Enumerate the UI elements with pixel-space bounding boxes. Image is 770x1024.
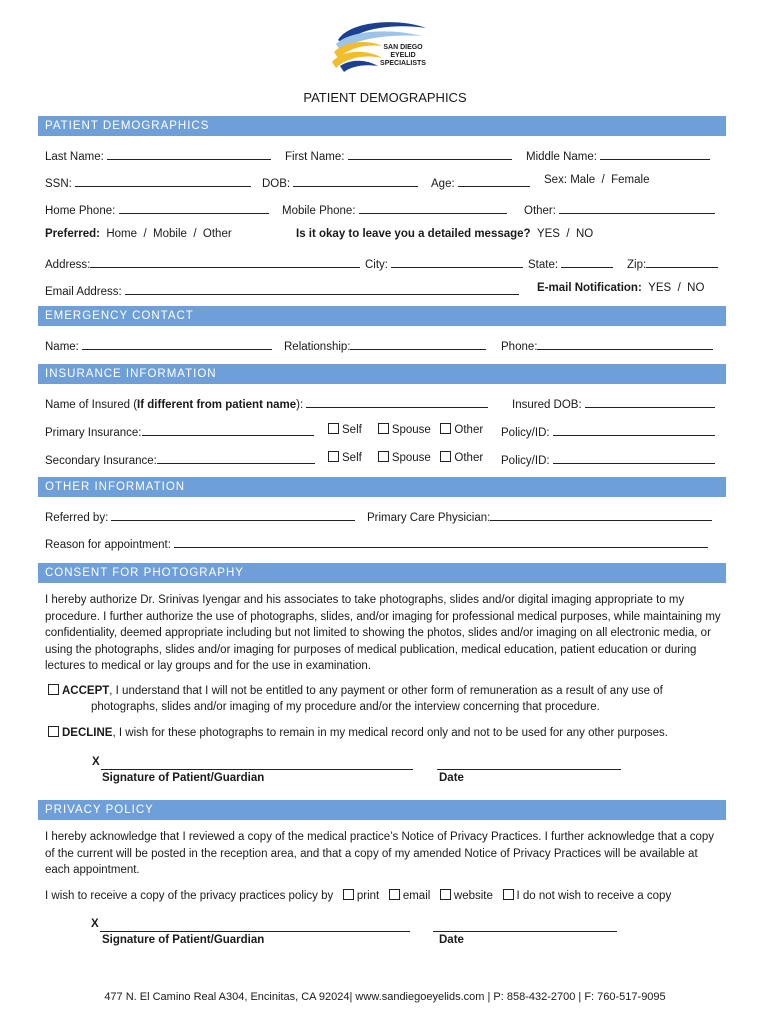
consent-decline-text: , I wish for these photographs to remain in my medical record only and not to be used for any other purposes. [112, 727, 668, 739]
section-header-insurance: INSURANCE INFORMATION [38, 364, 726, 384]
emergency-name-field[interactable] [82, 337, 272, 350]
emergency-phone-field[interactable] [537, 337, 713, 350]
privacy-print-label: print [356, 890, 380, 902]
secondary-insurance-label: Secondary Insurance: [45, 455, 157, 467]
last-name-field[interactable] [107, 147, 271, 160]
preferred-separator: / [193, 228, 197, 240]
email-field[interactable] [125, 282, 519, 295]
ssn-row [45, 174, 251, 190]
footer-contact: 477 N. El Camino Real A304, Encinitas, CA 92024| www.sandiegoeyelids.com | P: 858-432-2700 | F: 760-517-9095 [104, 991, 666, 1003]
detailed-message-separator: / [566, 228, 570, 240]
primary-other-label: Other [454, 424, 484, 436]
insured-name-row [45, 395, 488, 411]
pcp-row [367, 508, 712, 524]
page-title: PATIENT DEMOGRAPHICS [303, 90, 467, 105]
primary-policy-field[interactable] [553, 423, 715, 436]
secondary-spouse-checkbox[interactable] [378, 451, 389, 462]
privacy-copy-label: I wish to receive a copy of the privacy practices policy by [45, 890, 334, 902]
home-phone-field[interactable] [119, 201, 269, 214]
city-field[interactable] [391, 255, 523, 268]
privacy-copy-row [45, 889, 671, 902]
emergency-relationship-field[interactable] [350, 337, 486, 350]
privacy-print-checkbox[interactable] [343, 889, 354, 900]
insured-name-label-end: ): [296, 399, 304, 411]
primary-other-checkbox[interactable] [440, 423, 451, 434]
insured-name-note: If different from patient name [137, 399, 297, 411]
privacy-date-label: Date [439, 934, 464, 946]
consent-date-field[interactable] [437, 768, 621, 770]
email-notification-label: E-mail Notification: [537, 282, 642, 294]
email-notification-row [537, 282, 704, 294]
privacy-date-field[interactable] [433, 930, 617, 932]
privacy-signature-x: X [91, 918, 99, 930]
zip-label: Zip: [627, 259, 647, 271]
other-phone-label: Other: [524, 205, 556, 217]
logo-line-2: EYELID [390, 52, 416, 59]
section-header-other: OTHER INFORMATION [38, 477, 726, 497]
section-header-consent: CONSENT FOR PHOTOGRAPHY [38, 563, 726, 583]
dob-label: DOB: [262, 178, 291, 190]
state-row [528, 255, 613, 271]
ssn-label: SSN: [45, 178, 72, 190]
consent-decline-row [48, 726, 668, 739]
address-label: Address: [45, 259, 91, 271]
emergency-name-label: Name: [45, 341, 79, 353]
privacy-signature-label: Signature of Patient/Guardian [102, 934, 265, 946]
email-row [45, 282, 519, 298]
section-header-privacy: PRIVACY POLICY [38, 800, 726, 820]
email-label: Email Address: [45, 286, 122, 298]
last-name-row [45, 147, 271, 163]
dob-row [262, 174, 418, 190]
secondary-policy-field[interactable] [553, 451, 715, 464]
email-notification-no-option[interactable]: NO [687, 282, 705, 294]
consent-accept-checkbox[interactable] [48, 684, 59, 695]
secondary-policy-label: Policy/ID: [501, 455, 550, 467]
insured-dob-row [512, 395, 715, 411]
privacy-website-label: website [453, 890, 493, 902]
privacy-paragraph: I hereby acknowledge that I reviewed a copy of the medical practice’s Notice of Privacy Practices. I further acknowledge that a copy of the current will be posted in the reception area, and that a copy of my amended Notice of Privacy Practices will be available at each appointment. [45, 831, 715, 876]
primary-policy-row [501, 423, 715, 439]
detailed-message-yes-option[interactable]: YES [536, 228, 560, 240]
first-name-row [285, 147, 512, 163]
secondary-other-label: Other [454, 452, 484, 464]
primary-insurance-label: Primary Insurance: [45, 427, 142, 439]
sex-separator: / [601, 174, 605, 186]
privacy-none-checkbox[interactable] [503, 889, 514, 900]
last-name-label: Last Name: [45, 151, 104, 163]
consent-accept-text-continued: photographs, slides and/or imaging of my procedure and/or the interview concerning that procedure. [91, 701, 600, 713]
section-header-emergency: EMERGENCY CONTACT [38, 306, 726, 326]
home-phone-row [45, 201, 269, 217]
insured-dob-label: Insured DOB: [512, 399, 582, 411]
reason-label: Reason for appointment: [45, 539, 171, 551]
consent-decline-label: DECLINE [62, 727, 113, 739]
logo-line-3: SPECIALISTS [380, 60, 426, 67]
logo-line-1: SAN DIEGO [383, 44, 423, 51]
referred-by-row [45, 508, 355, 524]
privacy-email-checkbox[interactable] [389, 889, 400, 900]
dob-field[interactable] [293, 174, 418, 187]
insured-name-field[interactable] [306, 395, 488, 408]
secondary-self-checkbox[interactable] [328, 451, 339, 462]
detailed-message-no-option[interactable]: NO [575, 228, 594, 240]
emergency-name-row [45, 337, 272, 353]
middle-name-row [526, 147, 710, 163]
preferred-mobile-option[interactable]: Mobile [153, 228, 187, 240]
privacy-signature-field[interactable] [100, 930, 410, 932]
secondary-policy-row [501, 451, 715, 467]
zip-field[interactable] [646, 255, 718, 268]
address-field[interactable] [90, 255, 360, 268]
email-notification-yes-option[interactable]: YES [648, 282, 672, 294]
preferred-label: Preferred: [45, 228, 100, 240]
other-phone-field[interactable] [559, 201, 715, 214]
middle-name-label: Middle Name: [526, 151, 597, 163]
consent-accept-label: ACCEPT [62, 685, 110, 697]
referred-by-field[interactable] [111, 508, 355, 521]
primary-spouse-checkbox[interactable] [378, 423, 389, 434]
age-label: Age: [431, 178, 455, 190]
preferred-separator: / [143, 228, 147, 240]
email-notification-separator: / [677, 282, 681, 294]
primary-policy-label: Policy/ID: [501, 427, 550, 439]
secondary-relationship-options [328, 451, 483, 464]
state-label: State: [528, 259, 559, 271]
privacy-website-checkbox[interactable] [440, 889, 451, 900]
consent-accept-text: , I understand that I will not be entitled to any payment or other form of remuneration as a result of any use of [109, 685, 663, 697]
other-phone-row [524, 201, 715, 217]
emergency-phone-row [501, 337, 713, 353]
age-row [431, 174, 530, 190]
mobile-phone-field[interactable] [359, 201, 507, 214]
preferred-other-option[interactable]: Other [202, 228, 232, 240]
ssn-field[interactable] [75, 174, 251, 187]
sex-male-option[interactable]: Male [570, 174, 596, 186]
detailed-message-row [296, 228, 593, 240]
first-name-field[interactable] [348, 147, 512, 160]
address-row [45, 255, 360, 271]
emergency-relationship-row [284, 337, 486, 353]
insured-dob-field[interactable] [585, 395, 715, 408]
secondary-spouse-label: Spouse [391, 452, 431, 464]
secondary-other-checkbox[interactable] [440, 451, 451, 462]
consent-date-label: Date [439, 772, 464, 784]
privacy-none-label: I do not wish to receive a copy [516, 890, 672, 902]
city-row [365, 255, 523, 271]
sex-label: Sex: [544, 174, 568, 186]
preferred-home-option[interactable]: Home [106, 228, 138, 240]
pcp-label: Primary Care Physician: [367, 512, 491, 524]
primary-insurance-field[interactable] [142, 423, 314, 436]
primary-spouse-label: Spouse [391, 424, 431, 436]
primary-insurance-row [45, 423, 314, 439]
age-field[interactable] [458, 174, 530, 187]
sex-female-option[interactable]: Female [611, 174, 650, 186]
insured-name-label: Name of Insured ( [45, 399, 138, 411]
mobile-phone-row [282, 201, 507, 217]
emergency-phone-label: Phone: [501, 341, 538, 353]
consent-accept-row [48, 684, 663, 697]
city-label: City: [365, 259, 388, 271]
secondary-insurance-row [45, 451, 315, 467]
section-header-patient: PATIENT DEMOGRAPHICS [38, 116, 726, 136]
consent-signature-x: X [92, 756, 100, 768]
consent-decline-checkbox[interactable] [48, 726, 59, 737]
primary-self-checkbox[interactable] [328, 423, 339, 434]
primary-self-label: Self [342, 424, 362, 436]
privacy-email-label: email [402, 890, 431, 902]
mobile-phone-label: Mobile Phone: [282, 205, 356, 217]
secondary-insurance-field[interactable] [157, 451, 315, 464]
first-name-label: First Name: [285, 151, 345, 163]
detailed-message-label: Is it okay to leave you a detailed message? [296, 228, 531, 240]
zip-row [627, 255, 718, 271]
consent-signature-label: Signature of Patient/Guardian [102, 772, 265, 784]
primary-relationship-options [328, 423, 483, 436]
sex-row [544, 174, 650, 186]
consent-signature-field[interactable] [101, 768, 413, 770]
reason-row [45, 535, 708, 551]
middle-name-field[interactable] [600, 147, 710, 160]
home-phone-label: Home Phone: [45, 205, 116, 217]
secondary-self-label: Self [342, 452, 362, 464]
logo-text [375, 44, 431, 68]
pcp-field[interactable] [490, 508, 712, 521]
referred-by-label: Referred by: [45, 512, 109, 524]
reason-field[interactable] [174, 535, 708, 548]
consent-paragraph: I hereby authorize Dr. Srinivas Iyengar and his associates to take photographs, slides and/or digital imaging appropriate to my procedure. I further authorize the use of photographs, slides, and/or imaging for professional medical purposes, while maintaining my confidentiality, deemed appropriate including but not limited to showing the photos, slides and/or imaging on all electronic media, or using the photographs, slides and/or imaging for purposes of medical publication, medical education, patient education or during lectures to medical or lay groups and for the use in examination. [45, 594, 721, 672]
preferred-row [45, 228, 232, 240]
state-field[interactable] [561, 255, 613, 268]
emergency-relationship-label: Relationship: [284, 341, 351, 353]
